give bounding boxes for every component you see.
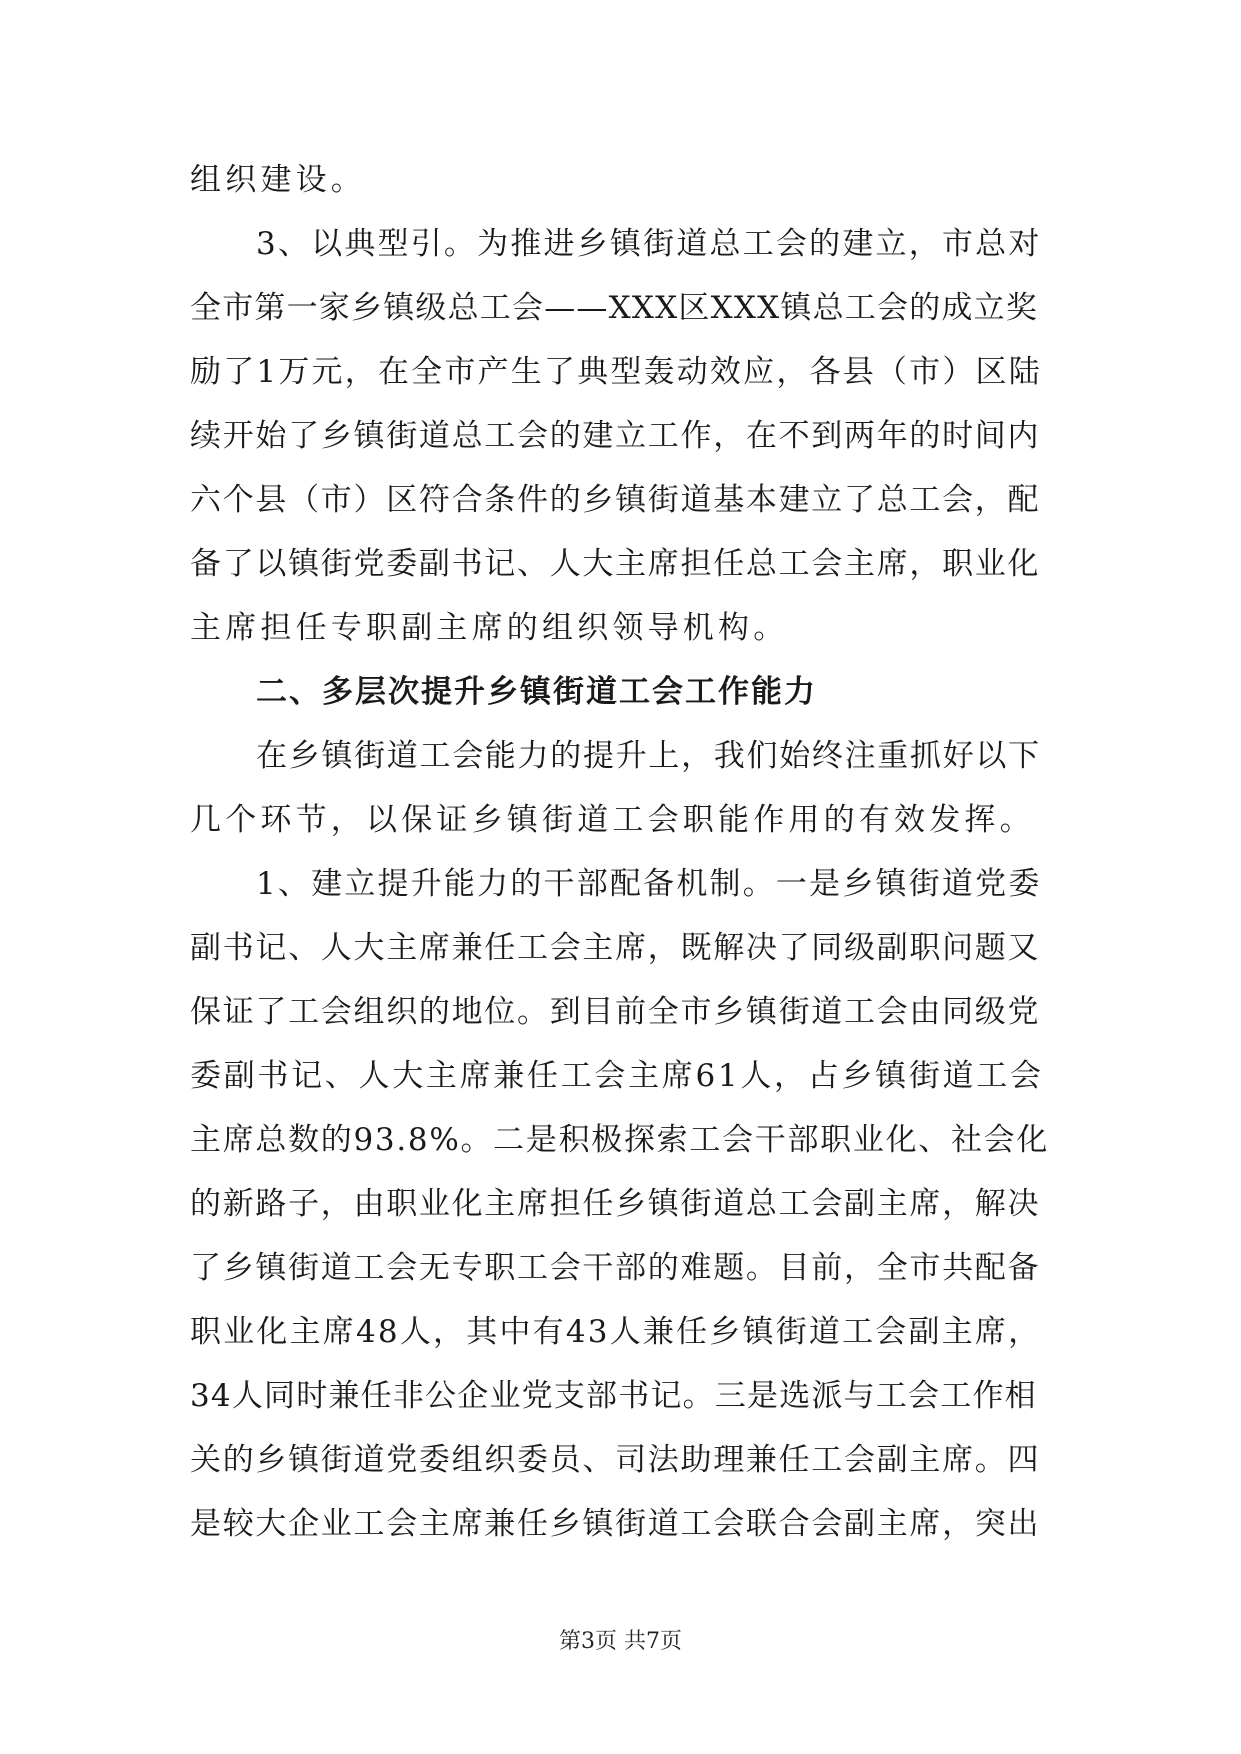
document-body — [190, 148, 1050, 1556]
text-line: 全市第一家乡镇级总工会——XXX区XXX镇总工会的成立奖 — [190, 290, 1039, 326]
text-line: 在乡镇街道工会能力的提升上，我们始终注重抓好以下 — [256, 738, 1041, 774]
text-line: 六个县（市）区符合条件的乡镇街道基本建立了总工会，配 — [190, 482, 1041, 518]
text-line: 续开始了乡镇街道总工会的建立工作，在不到两年的时间内 — [190, 418, 1041, 454]
text-line: 1、建立提升能力的干部配备机制。一是乡镇街道党委 — [256, 866, 1042, 902]
text-line: 职业化主席48人，其中有43人兼任乡镇街道工会副主席， — [190, 1314, 1042, 1350]
text-line: 了乡镇街道工会无专职工会干部的难题。目前，全市共配备 — [190, 1250, 1041, 1286]
text-line: 主席担任专职副主席的组织领导机构。 — [190, 610, 789, 646]
text-line: 组织建设。 — [190, 162, 366, 198]
section-heading: 二、多层次提升乡镇街道工会工作能力 — [256, 674, 817, 710]
text-line: 3、以典型引。为推进乡镇街道总工会的建立，市总对 — [256, 226, 1042, 262]
text-line: 是较大企业工会主席兼任乡镇街道工会联合会副主席，突出 — [190, 1506, 1041, 1542]
text-line: 副书记、人大主席兼任工会主席，既解决了同级副职问题又 — [190, 930, 1041, 966]
text-line: 关的乡镇街道党委组织委员、司法助理兼任工会副主席。四 — [190, 1442, 1041, 1478]
text-line: 34人同时兼任非公企业党支部书记。三是选派与工会工作相 — [190, 1378, 1037, 1414]
text-line: 的新路子，由职业化主席担任乡镇街道总工会副主席，解决 — [190, 1186, 1041, 1222]
text-line: 励了1万元，在全市产生了典型轰动效应，各县（市）区陆 — [190, 354, 1042, 390]
page-footer: 第3页 共7页 — [559, 1629, 682, 1654]
text-line: 主席总数的93.8%。二是积极探索工会干部职业化、社会化 — [190, 1122, 1050, 1158]
text-line: 保证了工会组织的地位。到目前全市乡镇街道工会由同级党 — [190, 994, 1041, 1030]
text-line: 几个环节，以保证乡镇街道工会职能作用的有效发挥。 — [190, 802, 1035, 838]
text-line: 备了以镇街党委副书记、人大主席担任总工会主席，职业化 — [190, 546, 1041, 582]
text-line: 委副书记、人大主席兼任工会主席61人，占乡镇街道工会 — [190, 1058, 1044, 1094]
